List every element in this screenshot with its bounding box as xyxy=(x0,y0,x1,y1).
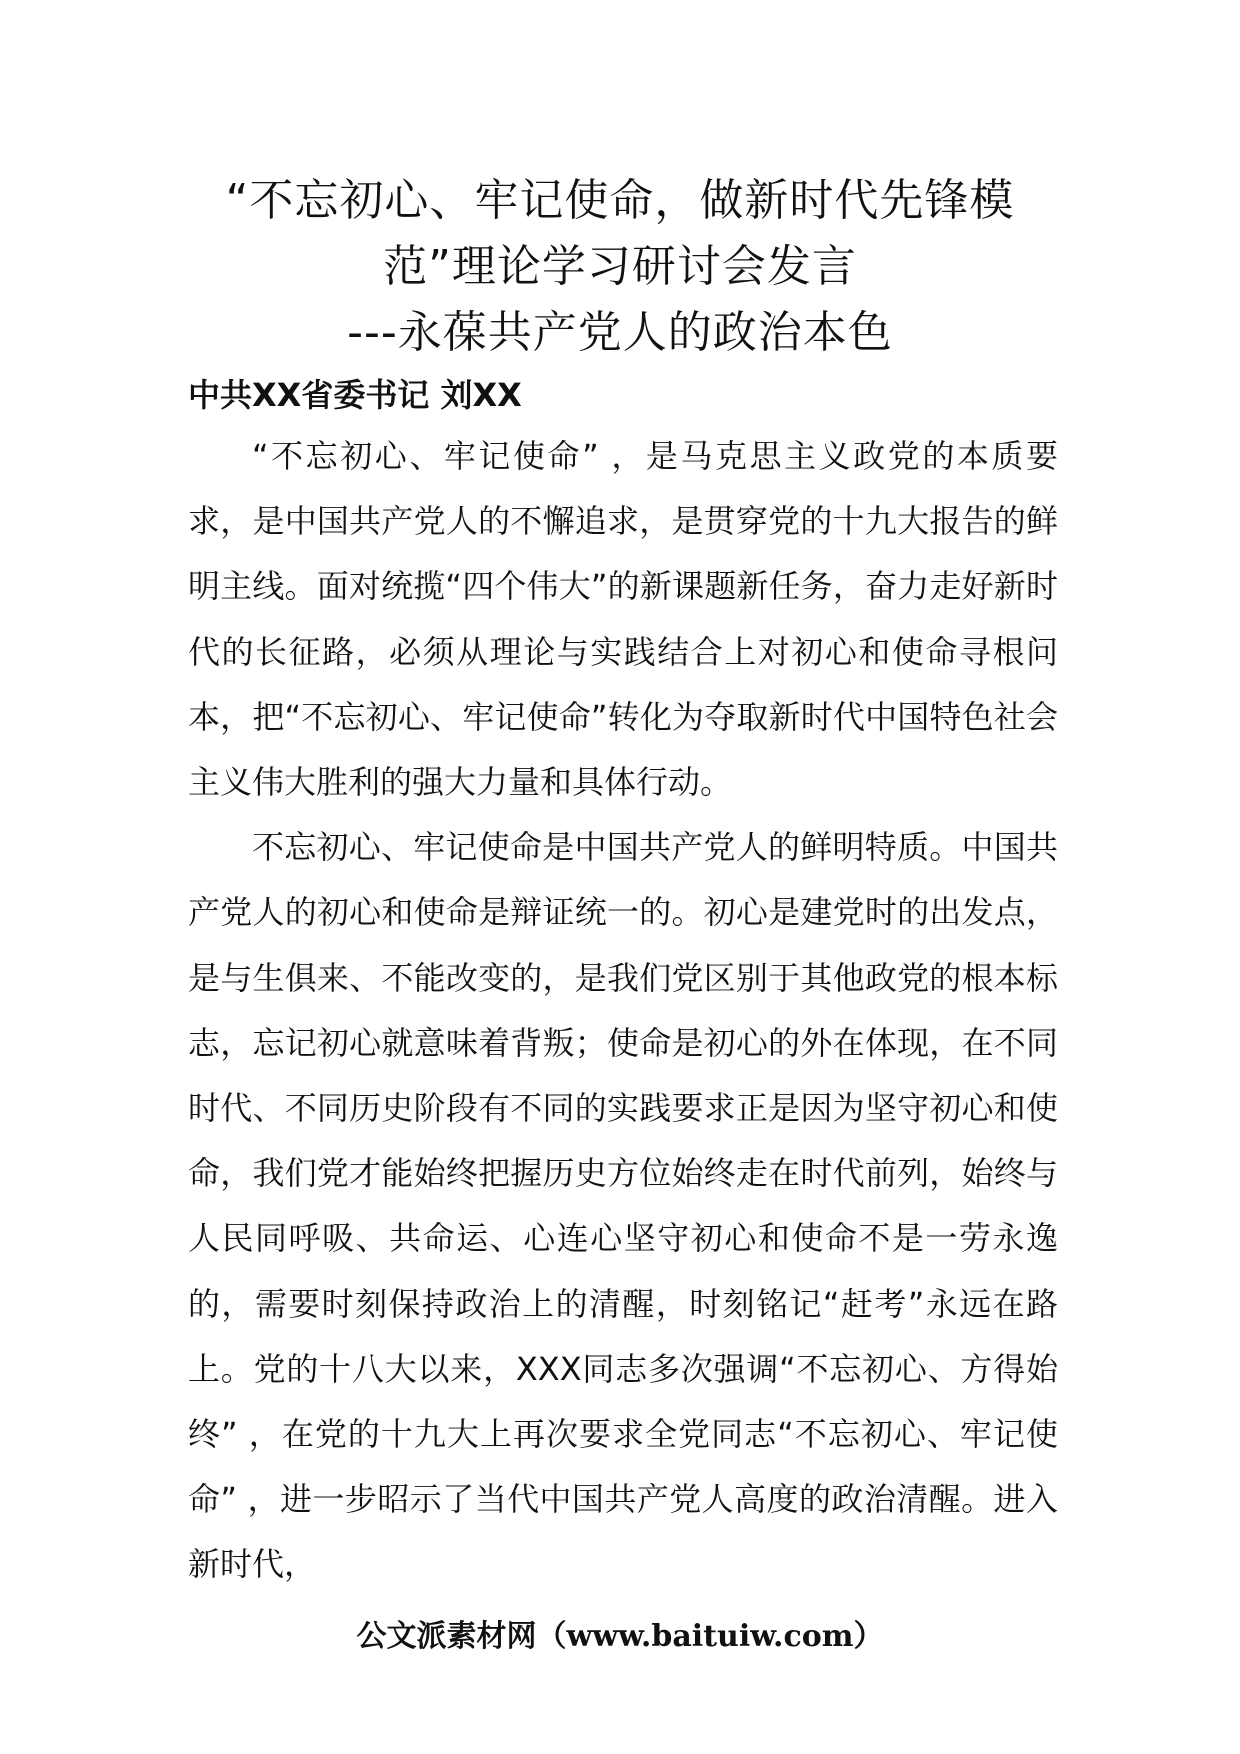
footer-watermark: 公文派素材网（www.baituiw.com） xyxy=(356,1619,884,1654)
title-line-2: 范”理论学习研讨会发言 xyxy=(383,241,857,292)
paragraph-1: “不忘初心、牢记使命” ，是马克思主义政党的本质要求，是中国共产党人的不懈追求，是贯穿党的十九大报告的鲜明主线。面对统揽“四个伟大”的新课题新任务，奋力走好新时代的长征路，必须从理论与实践结合上对初心和使命寻根问本，把“不忘初心、牢记使命”转化为夺取新时代中国特色社会主义伟大胜利的强大力量和具体行动。 xyxy=(188,437,1058,802)
document-title xyxy=(150,168,1090,366)
subtitle-line: ---永葆共产党人的政治本色 xyxy=(347,307,893,358)
document-body xyxy=(188,424,1058,1598)
title-line-1: “不忘初心、牢记使命，做新时代先锋模 xyxy=(225,175,1015,226)
author-line: 中共XX省委书记 刘XX xyxy=(188,376,522,414)
paragraph-2: 不忘初心、牢记使命是中国共产党人的鲜明特质。中国共产党人的初心和使命是辩证统一的。初心是建党时的出发点，是与生俱来、不能改变的，是我们党区别于其他政党的根本标志，忘记初心就意味着背叛；使命是初心的外在体现，在不同时代、不同历史阶段有不同的实践要求正是因为坚守初心和使命，我们党才能始终把握历史方位始终走在时代前列，始终与人民同呼吸、共命运、心连心坚守初心和使命不是一劳永逸的，需要时刻保持政治上的清醒，时刻铭记“赶考”永远在路上。党的十八大以来，XXX同志多次强调“不忘初心、方得始终” ，在党的十九大上再次要求全党同志“不忘初心、牢记使命” ，进一步昭示了当代中国共产党人高度的政治清醒。进入新时代， xyxy=(188,828,1058,1584)
